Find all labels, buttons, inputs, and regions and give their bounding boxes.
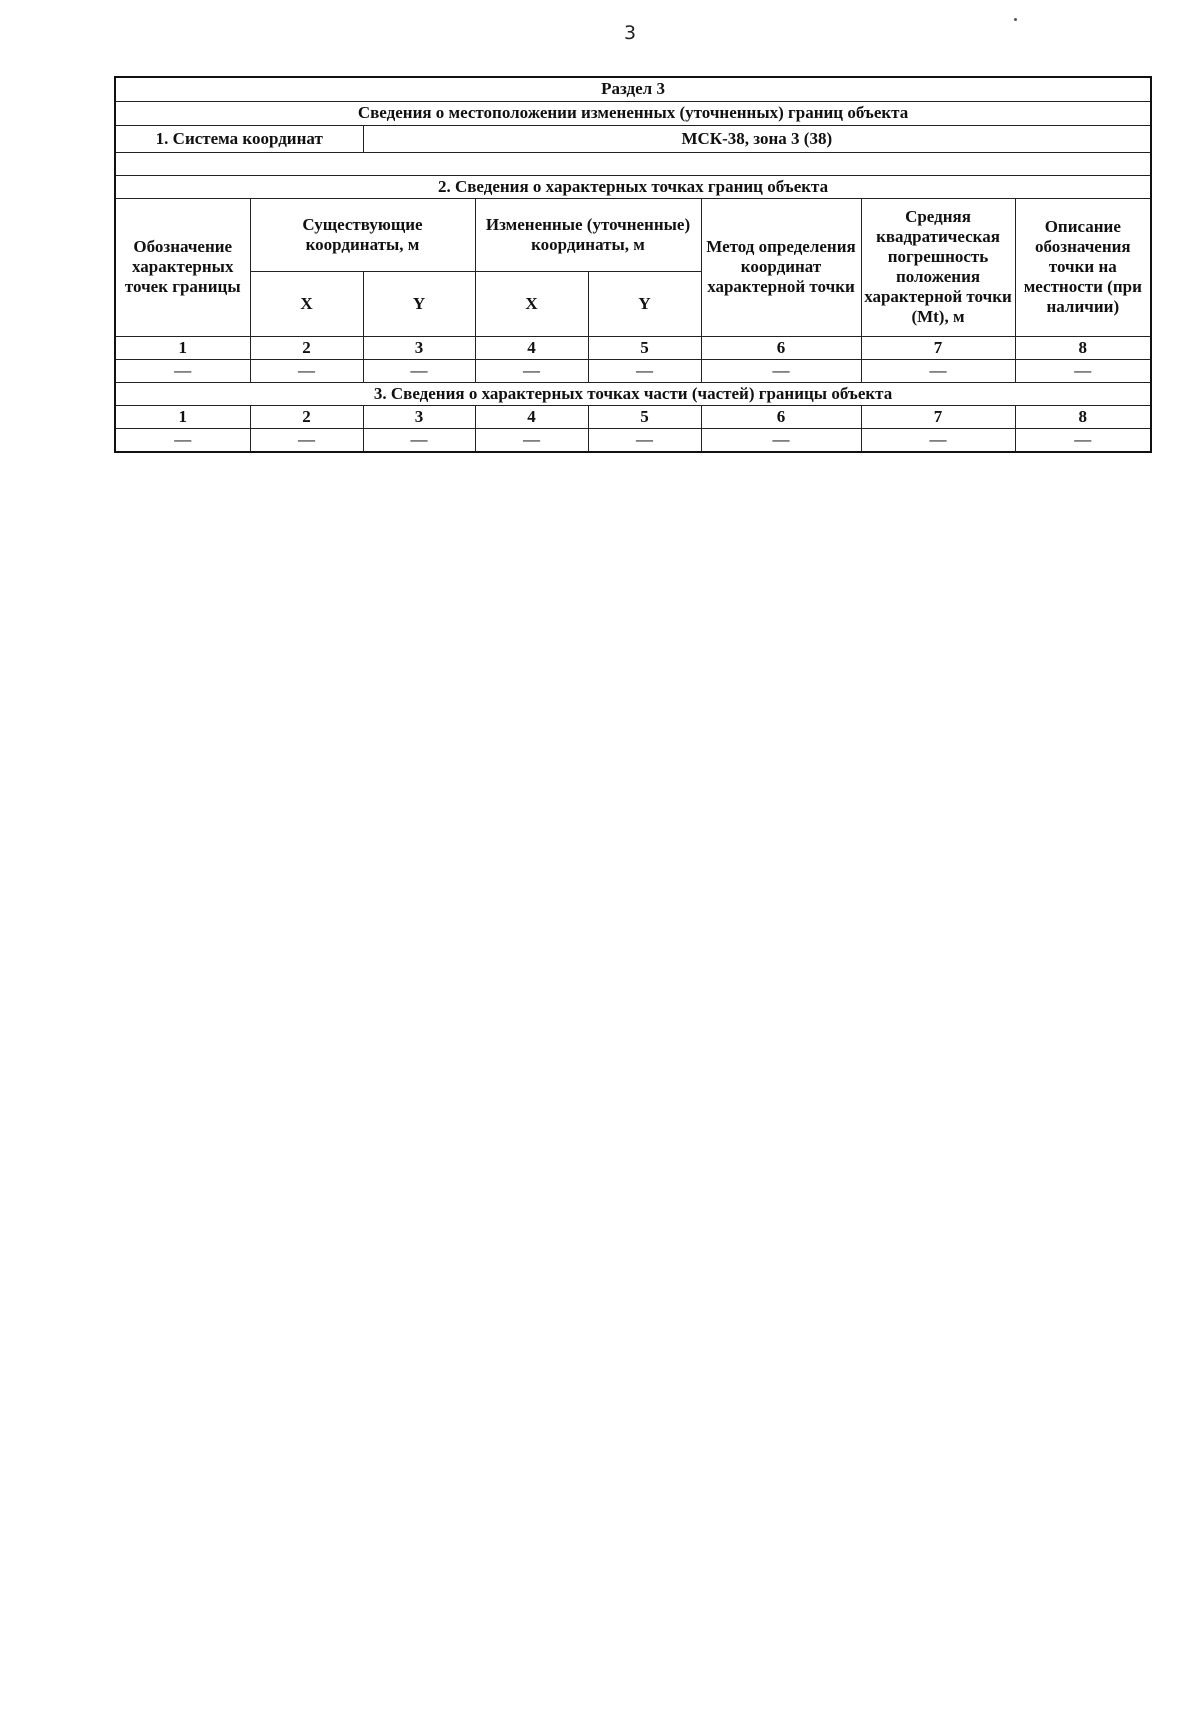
column-number: 1 bbox=[115, 405, 250, 428]
section-3-table bbox=[114, 76, 1152, 453]
table-cell: — bbox=[115, 428, 250, 452]
coordinate-system-value: МСК-38, зона 3 (38) bbox=[363, 125, 1151, 152]
header-changed-y: Y bbox=[588, 271, 701, 336]
scan-speck bbox=[1014, 18, 1017, 21]
table-cell: — bbox=[475, 428, 588, 452]
column-number: 7 bbox=[861, 405, 1015, 428]
header-method: Метод определения координат характерной точки bbox=[701, 198, 861, 336]
table-cell: — bbox=[250, 428, 363, 452]
table-cell: — bbox=[701, 359, 861, 382]
points-table-title: 2. Сведения о характерных точках границ объекта bbox=[115, 175, 1151, 198]
header-changed-coords: Измененные (уточненные) координаты, м bbox=[475, 198, 701, 271]
header-changed-x: X bbox=[475, 271, 588, 336]
section-subtitle: Сведения о местоположении измененных (уточненных) границ объекта bbox=[115, 101, 1151, 125]
column-number: 5 bbox=[588, 405, 701, 428]
coordinate-system-label: 1. Система координат bbox=[115, 125, 363, 152]
table-cell: — bbox=[861, 428, 1015, 452]
column-number: 2 bbox=[250, 405, 363, 428]
table-cell: — bbox=[1015, 428, 1151, 452]
table-cell: — bbox=[363, 428, 475, 452]
table-cell: — bbox=[475, 359, 588, 382]
column-number: 3 bbox=[363, 405, 475, 428]
table-cell: — bbox=[588, 428, 701, 452]
table-cell: — bbox=[250, 359, 363, 382]
table-row bbox=[115, 359, 1151, 382]
page-number: 3 bbox=[623, 22, 637, 44]
column-number: 4 bbox=[475, 405, 588, 428]
column-number: 6 bbox=[701, 405, 861, 428]
parts-table-title: 3. Сведения о характерных точках части (частей) границы объекта bbox=[115, 382, 1151, 405]
blank-row bbox=[115, 152, 1151, 175]
column-number: 1 bbox=[115, 336, 250, 359]
header-description: Описание обозначения точки на местности (при наличии) bbox=[1015, 198, 1151, 336]
header-existing-x: X bbox=[250, 271, 363, 336]
column-number: 8 bbox=[1015, 405, 1151, 428]
header-designation: Обозначение характерных точек границы bbox=[115, 198, 250, 336]
table-row bbox=[115, 428, 1151, 452]
header-existing-coords: Существующие координаты, м bbox=[250, 198, 475, 271]
table-cell: — bbox=[363, 359, 475, 382]
column-number: 6 bbox=[701, 336, 861, 359]
column-number: 5 bbox=[588, 336, 701, 359]
column-number: 7 bbox=[861, 336, 1015, 359]
column-number: 8 bbox=[1015, 336, 1151, 359]
section-title: Раздел 3 bbox=[115, 77, 1151, 101]
table-cell: — bbox=[115, 359, 250, 382]
header-existing-y: Y bbox=[363, 271, 475, 336]
column-number: 2 bbox=[250, 336, 363, 359]
header-error: Средняя квадратическая погрешность положения характерной точки (Mt), м bbox=[861, 198, 1015, 336]
column-number: 3 bbox=[363, 336, 475, 359]
column-number: 4 bbox=[475, 336, 588, 359]
table-cell: — bbox=[1015, 359, 1151, 382]
table-cell: — bbox=[701, 428, 861, 452]
table-cell: — bbox=[588, 359, 701, 382]
table-cell: — bbox=[861, 359, 1015, 382]
